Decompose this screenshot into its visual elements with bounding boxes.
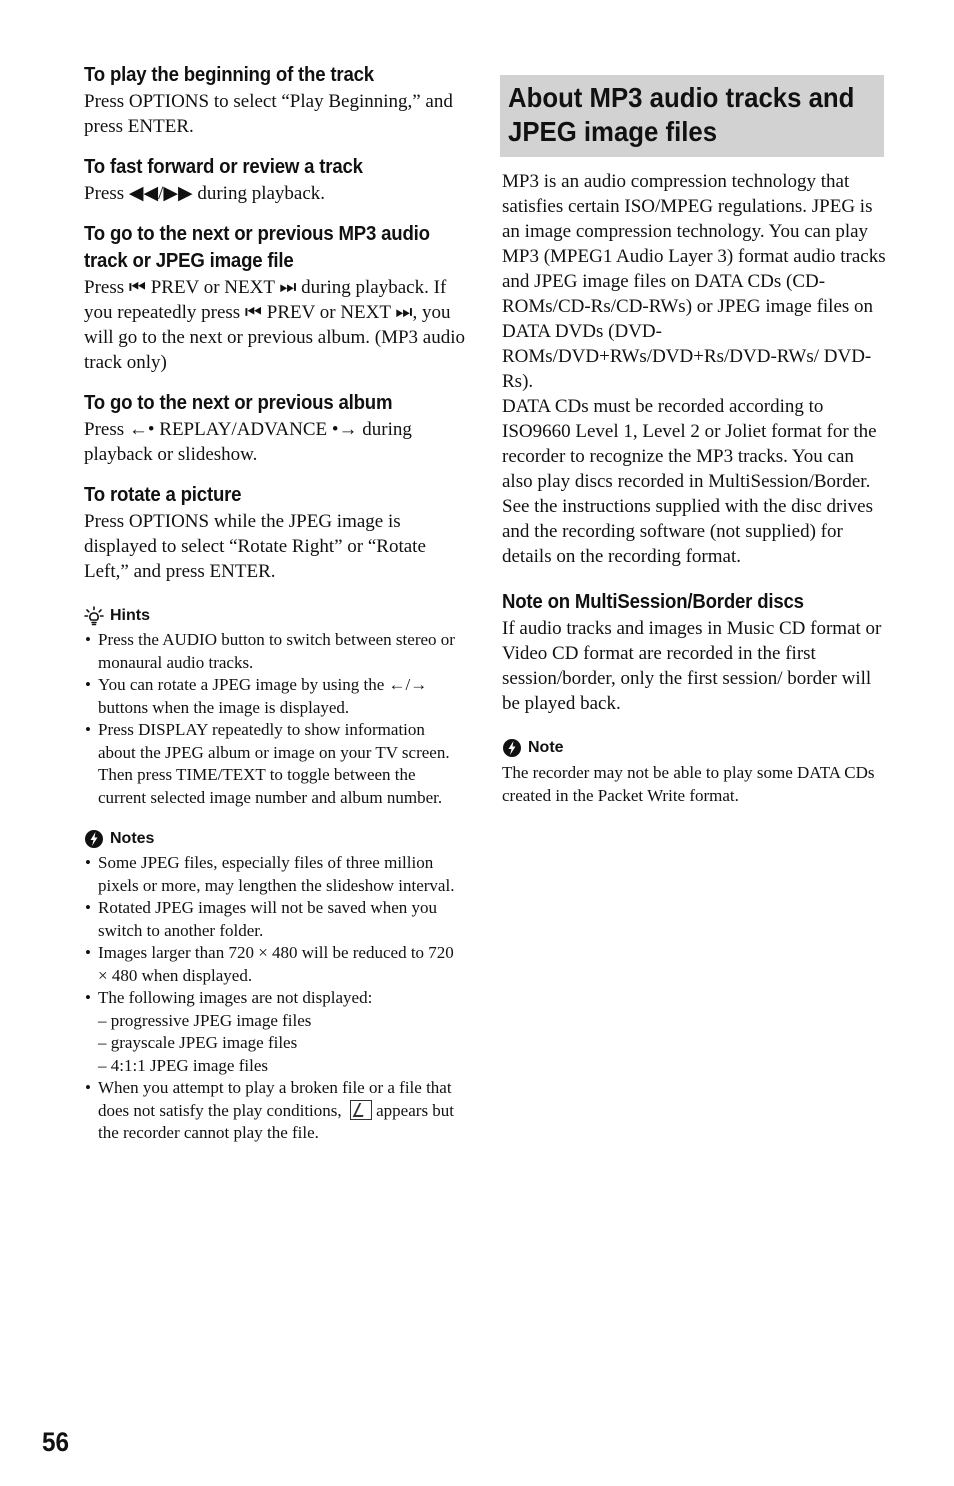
right-column xyxy=(502,62,886,807)
section-heading-line2: track or JPEG image file xyxy=(84,250,294,272)
section-text: Press OPTIONS while the JPEG image is displayed to select “Rotate Right” or “Rotate Left,” and press ENTER. xyxy=(84,511,426,582)
broken-text-before: When you attempt to play a broken file or a file that does not satisfy the play conditions, xyxy=(98,1078,452,1120)
multisession-paragraph: If audio tracks and images in Music CD format or Video CD format are recorded in the first session/border, only the first session/ border will be played back. xyxy=(502,618,882,714)
notes-block xyxy=(84,829,466,1145)
left-column xyxy=(84,62,466,1145)
hints-header xyxy=(84,606,466,626)
hints-list xyxy=(84,629,466,809)
broken-file-icon xyxy=(350,1100,372,1120)
instructions-paragraph: See the instructions supplied with the disc drives and the recording software (not supplied) for details on the recording format. xyxy=(502,496,873,567)
section-next-previous-album xyxy=(84,390,466,467)
list-item-not-displayed xyxy=(84,987,466,1077)
note-warning-icon xyxy=(502,738,522,758)
note-text: The recorder may not be able to play some DATA CDs created in the Packet Write format. xyxy=(502,763,875,805)
sub-item: – 4:1:1 JPEG image files xyxy=(98,1055,268,1075)
notes-header xyxy=(84,829,466,849)
section-heading: To play the beginning of the track xyxy=(84,64,374,86)
section-rotate-picture xyxy=(84,482,466,584)
list-item: • You can rotate a JPEG image by using the ←/→ buttons when the image is displayed. xyxy=(84,674,466,719)
sub-item: – grayscale JPEG image files xyxy=(98,1033,298,1052)
list-item: • Rotated JPEG images will not be saved when you switch to another folder. xyxy=(84,897,466,942)
note-block xyxy=(502,738,886,807)
data-cd-paragraph: DATA CDs must be recorded according to ISO9660 Level 1, Level 2 or Joliet format for the recorder to recognize the MP3 tracks. You can also play discs recorded in MultiSession/Border. xyxy=(502,396,877,492)
section-next-previous-track xyxy=(84,221,466,375)
section-play-beginning xyxy=(84,62,466,139)
section-fast-forward xyxy=(84,154,466,206)
hints-block xyxy=(84,606,466,809)
lightbulb-icon xyxy=(84,606,104,626)
section-heading: To fast forward or review a track xyxy=(84,156,363,178)
section-title-line2: JPEG image files xyxy=(508,116,718,147)
note-header xyxy=(502,738,886,758)
section-text: Press ◀◀/▶▶ during playback. xyxy=(84,183,326,204)
section-text: Press OPTIONS to select “Play Beginning,” and press ENTER. xyxy=(84,91,453,137)
list-item: • Press the AUDIO button to switch between stereo or monaural audio tracks. xyxy=(84,629,466,674)
notes-label: Notes xyxy=(110,830,155,847)
broken-text-after: appears but the recorder cannot play the file. xyxy=(98,1100,455,1142)
list-item: • Images larger than 720 × 480 will be reduced to 720 × 480 when displayed. xyxy=(84,942,466,987)
list-item: • Some JPEG files, especially files of three million pixels or more, may lengthen the slideshow interval. xyxy=(84,852,466,897)
section-heading: To rotate a picture xyxy=(84,484,242,506)
section-heading-line1: To go to the next or previous MP3 audio xyxy=(84,223,430,245)
section-text: Press ←• REPLAY/ADVANCE •→ during playback or slideshow. xyxy=(84,419,412,465)
section-heading: To go to the next or previous album xyxy=(84,392,393,414)
list-item: • Press DISPLAY repeatedly to show information about the JPEG album or image on your TV screen. Then press TIME/TEXT to toggle between the current selected image number and album number. xyxy=(84,719,466,809)
multisession-heading: Note on MultiSession/Border discs xyxy=(502,591,804,613)
not-displayed-intro: • The following images are not displayed: xyxy=(98,988,373,1007)
note-warning-icon xyxy=(84,829,104,849)
note-label: Note xyxy=(528,739,564,756)
section-title-line1: About MP3 audio tracks and xyxy=(508,82,855,113)
mp3-intro-paragraph: MP3 is an audio compression technology that satisfies certain ISO/MPEG regulations. JPEG is an image compression technology. You can play MP3 (MPEG1 Audio Layer 3) format audio tracks and JPEG image files on DATA CDs (CD-ROMs/CD-Rs/CD-RWs) or JPEG image files on DATA DVDs (DVD-ROMs/DVD+RWs/DVD+Rs/DVD-RWs/ DVD-Rs). xyxy=(502,171,886,392)
list-item-broken-file xyxy=(84,1077,466,1145)
sub-item: – progressive JPEG image files xyxy=(98,1010,312,1030)
notes-list xyxy=(84,852,466,1145)
section-title-box xyxy=(500,75,884,157)
page-number: 56 xyxy=(42,1427,70,1457)
hints-label: Hints xyxy=(110,607,150,624)
section-text: Press ⏮ PREV or NEXT ⏭ during playback. If you repeatedly press ⏮ PREV or NEXT ⏭, you will go to the next or previous album. (MP3 audio track only) xyxy=(84,277,466,373)
